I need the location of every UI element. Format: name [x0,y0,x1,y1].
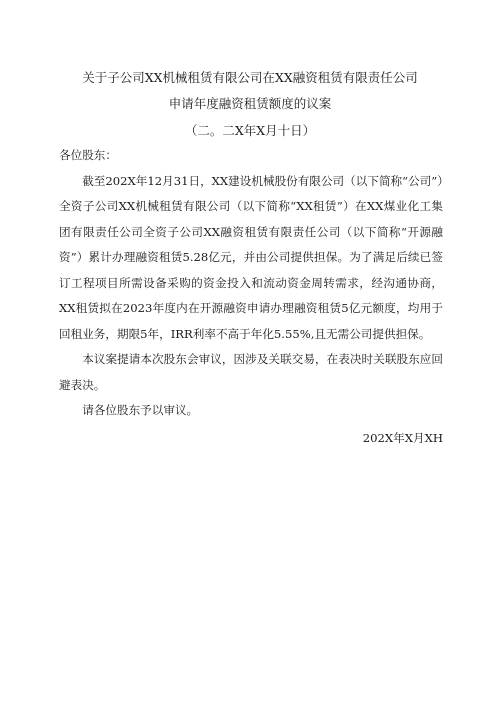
document-title-line1: 关于子公司XX机械租赁有限公司在XX融资租赁有限责任公司 [82,70,418,85]
paragraph-review-request: 本议案提请本次股东会审议，因涉及关联交易，在表决时关联股东应回避表决。 [59,352,443,392]
document-title-line2: 申请年度融资租赁额度的议案 [168,96,332,111]
paragraph-closing: 请各位股东予以审议。 [82,403,199,417]
document-date: （二。二X年X月十日） [184,123,316,138]
salutation: 各位股东： [59,148,117,162]
paragraph-financing-details: 截至202X年12月31日，XX建设机械股份有限公司（以下简称“公司”）全资子公司XX机械租赁有限公司（以下简称“XX租赁”）在XX煤业化工集团有限责任公司全资子公司XX融资租赁有限责任公司（以下简称“开源融资”）累计办理融资租赁5.28亿元，并由公司提供担保。为了满足后续已签订工程项目所需设备采购的资金投入和流动资金周转需求，经沟通协商，XX租赁拟在2023年度内在开源融资申请办理融资租赁5亿元额度，均用于回租业务，期限5年，IRR利率不高于年化5.55%,且无需公司提供担保。 [59,173,443,341]
signature-date: 202X年X月XH [362,430,443,445]
document-body [59,143,443,451]
